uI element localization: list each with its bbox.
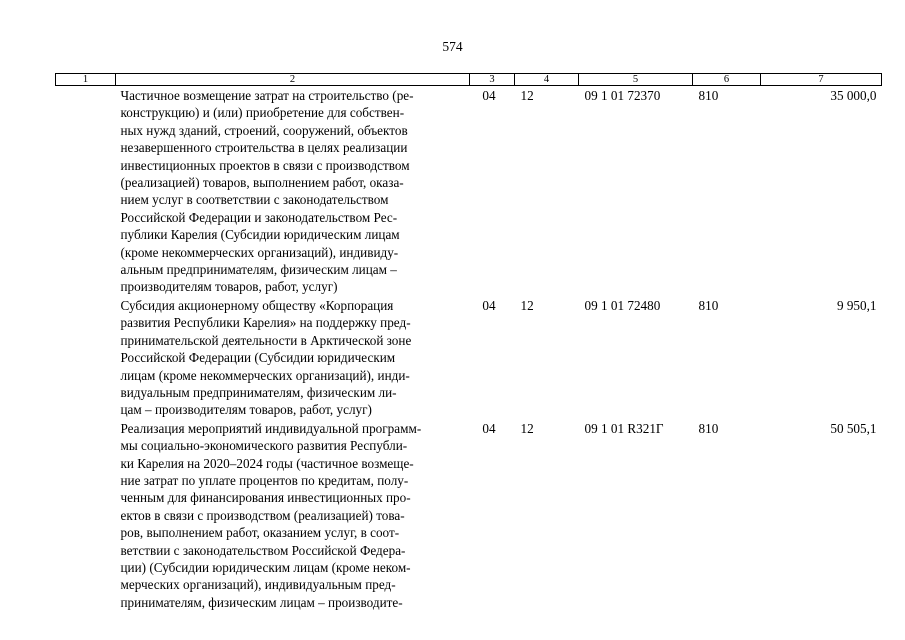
description-line: лицам (кроме некоммерческих организаций), инди- [120,367,410,383]
cell-subsection: 12 [520,297,534,313]
description-line: альным предпринимателям, физическим лицам – [120,262,397,278]
description-line: мы социально-экономического развития Республи- [120,438,408,454]
cell-empty [56,419,116,611]
description-line: Субсидия акционерному обществу «Корпорация [120,297,394,313]
description-line: ченным для финансирования инвестиционных про- [120,490,411,506]
cell-empty [56,296,116,419]
description-line: видуальным предпринимателям, физическим ли- [120,384,397,400]
description-line: мерческих организаций), индивидуальным пред- [120,577,396,593]
description-line: развития Республики Карелия» на поддержку пред- [120,315,411,331]
cell-description [116,86,470,296]
description-line: конструкцию) и (или) приобретение для собствен- [120,105,405,121]
description-line: ектов в связи с производством (реализацией) това- [120,507,405,523]
column-number-4: 4 [515,74,579,86]
description-line: публики Карелия (Субсидии юридическим лицам [120,227,400,243]
page-number: 574 [442,39,463,54]
description-line: принимательской деятельности в Арктической зоне [120,332,412,348]
description-line: Российской Федерации и законодательством Рес- [120,209,398,225]
cell-subsection: 12 [520,420,534,436]
cell-description [116,296,470,419]
description-line: цам – производителям товаров, работ, услуг) [120,402,372,418]
cell-target-article: 09 1 01 72480 [584,297,661,313]
description-line: ции) (Субсидии юридическим лицам (кроме неком- [120,559,411,575]
column-number-2: 2 [116,74,470,86]
description-line: (кроме некоммерческих организаций), индивиду- [120,244,399,260]
description-line: производителям товаров, работ, услуг) [120,279,338,295]
description-line: принимателям, физическим лицам – производите- [120,594,403,610]
column-number-1: 1 [56,74,116,86]
description-line: ние затрат по уплате процентов по кредитам, полу- [120,472,409,488]
description-line: инвестиционных проектов в связи с производством [120,157,410,173]
cell-subsection: 12 [520,88,534,103]
budget-table [55,73,882,611]
table-row [56,296,882,419]
description-line: (реализацией) товаров, выполнением работ, оказа- [120,175,404,191]
description-line: незавершенного строительства в целях реализации [120,140,408,156]
column-number-5: 5 [579,74,693,86]
table-row [56,419,882,611]
description-line: Российской Федерации (Субсидии юридическим [120,350,396,366]
cell-amount: 50 505,1 [830,420,877,436]
cell-target-article: 09 1 01 R321Г [584,420,664,436]
cell-amount: 9 950,1 [836,297,877,313]
description-line: нием услуг в соответствии с законодательством [120,192,389,208]
description-line: Частичное возмещение затрат на строительство (ре- [120,88,414,103]
description-line: Реализация мероприятий индивидуальной программ- [120,420,422,436]
cell-description [116,419,470,611]
column-number-3: 3 [470,74,515,86]
cell-amount: 35 000,0 [830,88,877,103]
description-line: ки Карелия на 2020–2024 годы (частичное возмеще- [120,455,414,471]
column-number-6: 6 [693,74,761,86]
description-line: ветствии с законодательством Российской Федера- [120,542,406,558]
column-number-row [56,74,882,86]
cell-empty [56,86,116,296]
cell-section: 04 [482,420,496,436]
column-number-7: 7 [761,74,882,86]
cell-expense-type: 810 [698,420,719,436]
cell-section: 04 [482,297,496,313]
description-line: ров, выполнением работ, оказанием услуг, в соот- [120,525,400,541]
table-row [56,86,882,296]
description-line: ных нужд зданий, строений, сооружений, объектов [120,122,408,138]
cell-target-article: 09 1 01 72370 [584,88,661,103]
cell-expense-type: 810 [698,297,719,313]
cell-section: 04 [482,88,496,103]
cell-expense-type: 810 [698,88,719,103]
